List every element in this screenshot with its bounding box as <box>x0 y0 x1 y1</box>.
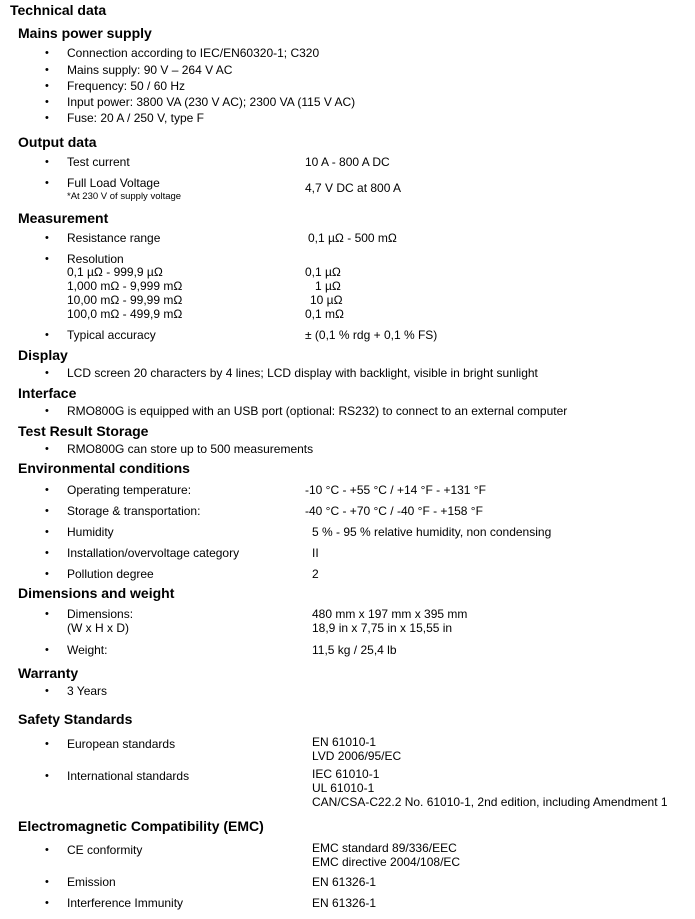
spec-value: II <box>312 546 319 560</box>
bullet: • <box>45 608 49 620</box>
section-heading-storage: Test Result Storage <box>18 423 149 439</box>
bullet: • <box>45 844 49 856</box>
spec-value: 18,9 in x 7,75 in x 15,55 in <box>312 621 453 635</box>
spec-value: 10 A - 800 A DC <box>305 155 390 169</box>
spec-label: CE conformity <box>67 843 143 857</box>
spec-value: EN 61326-1 <box>312 896 377 910</box>
bullet: • <box>45 47 49 59</box>
bullet: • <box>45 64 49 76</box>
spec-value: 4,7 V DC at 800 A <box>305 181 402 195</box>
spec-label: Humidity <box>67 525 114 539</box>
bullet: • <box>45 897 49 909</box>
list-item: RMO800G can store up to 500 measurements <box>67 442 314 456</box>
bullet: • <box>45 484 49 496</box>
spec-label: Resistance range <box>67 231 161 245</box>
spec-label: Test current <box>67 155 130 169</box>
list-item: Fuse: 20 A / 250 V, type F <box>67 111 204 125</box>
bullet: • <box>45 329 49 341</box>
spec-note: *At 230 V of supply voltage <box>67 191 182 202</box>
spec-value: UL 61010-1 <box>312 781 375 795</box>
spec-value: EN 61010-1 <box>312 735 377 749</box>
list-item: Frequency: 50 / 60 Hz <box>67 79 186 93</box>
spec-label: Full Load Voltage <box>67 176 160 190</box>
bullet: • <box>45 367 49 379</box>
spec-value: 2 <box>312 567 319 581</box>
spec-value: CAN/CSA-C22.2 No. 61010-1, 2nd edition, including Amendment 1 <box>312 795 668 809</box>
spec-value: EMC directive 2004/108/EC <box>312 855 461 869</box>
bullet: • <box>45 96 49 108</box>
spec-label: Dimensions: <box>67 607 134 621</box>
spec-value: 0,1 µΩ - 500 mΩ <box>308 231 397 245</box>
spec-label: Typical accuracy <box>67 328 156 342</box>
spec-label: Storage & transportation: <box>67 504 201 518</box>
list-item: Mains supply: 90 V – 264 V AC <box>67 63 233 77</box>
resolution-range: 100,0 mΩ - 499,9 mΩ <box>67 307 183 321</box>
spec-value: ± (0,1 % rdg + 0,1 % FS) <box>305 328 438 342</box>
section-heading-mains: Mains power supply <box>18 25 152 41</box>
spec-label: Operating temperature: <box>67 483 192 497</box>
resolution-range: 0,1 µΩ - 999,9 µΩ <box>67 265 163 279</box>
bullet: • <box>45 526 49 538</box>
bullet: • <box>45 405 49 417</box>
bullet: • <box>45 253 49 265</box>
spec-value: -10 °C - +55 °C / +14 °F - +131 °F <box>305 483 486 497</box>
spec-value: 5 % - 95 % relative humidity, non condensing <box>312 525 552 539</box>
bullet: • <box>45 112 49 124</box>
spec-value: LVD 2006/95/EC <box>312 749 402 763</box>
resolution-value: 0,1 mΩ <box>305 307 344 321</box>
bullet: • <box>45 156 49 168</box>
spec-label: European standards <box>67 737 176 751</box>
list-item: RMO800G is equipped with an USB port (optional: RS232) to connect to an external computer <box>67 404 568 418</box>
resolution-value: 0,1 µΩ <box>305 265 341 279</box>
bullet: • <box>45 80 49 92</box>
bullet: • <box>45 644 49 656</box>
section-heading-measurement: Measurement <box>18 210 109 226</box>
section-heading-output: Output data <box>18 134 97 150</box>
list-item: Input power: 3800 VA (230 V AC); 2300 VA (115 V AC) <box>67 95 356 109</box>
spec-label: Installation/overvoltage category <box>67 546 240 560</box>
bullet: • <box>45 443 49 455</box>
spec-label: Interference Immunity <box>67 896 184 910</box>
bullet: • <box>45 547 49 559</box>
resolution-value: 1 µΩ <box>315 279 341 293</box>
bullet: • <box>45 568 49 580</box>
section-heading-environment: Environmental conditions <box>18 460 190 476</box>
spec-value: EMC standard 89/336/EEC <box>312 841 457 855</box>
list-item: LCD screen 20 characters by 4 lines; LCD display with backlight, visible in bright sunlight <box>67 366 538 380</box>
section-heading-emc: Electromagnetic Compatibility (EMC) <box>18 818 264 834</box>
resolution-range: 1,000 mΩ - 9,999 mΩ <box>67 279 183 293</box>
bullet: • <box>45 177 49 189</box>
spec-value: IEC 61010-1 <box>312 767 380 781</box>
spec-label: Resolution <box>67 252 124 266</box>
bullet: • <box>45 505 49 517</box>
bullet: • <box>45 232 49 244</box>
list-item: 3 Years <box>67 684 108 698</box>
spec-label: International standards <box>67 769 190 783</box>
bullet: • <box>45 770 49 782</box>
section-heading-safety: Safety Standards <box>18 711 133 727</box>
spec-value: -40 °C - +70 °C / -40 °F - +158 °F <box>305 504 483 518</box>
section-heading-display: Display <box>18 347 68 363</box>
bullet: • <box>45 685 49 697</box>
spec-label: Emission <box>67 875 116 889</box>
spec-label: Pollution degree <box>67 567 154 581</box>
section-heading-dimensions: Dimensions and weight <box>18 585 175 601</box>
spec-sublabel: (W x H x D) <box>67 621 129 635</box>
spec-value: 11,5 kg / 25,4 lb <box>312 643 397 657</box>
section-heading-warranty: Warranty <box>18 665 79 681</box>
spec-value: 480 mm x 197 mm x 395 mm <box>312 607 468 621</box>
bullet: • <box>45 738 49 750</box>
bullet: • <box>45 876 49 888</box>
page-title: Technical data <box>10 2 107 18</box>
list-item: Connection according to IEC/EN60320-1; C320 <box>67 46 320 60</box>
resolution-range: 10,00 mΩ - 99,99 mΩ <box>67 293 183 307</box>
spec-value: EN 61326-1 <box>312 875 377 889</box>
section-heading-interface: Interface <box>18 385 77 401</box>
spec-label: Weight: <box>67 643 108 657</box>
resolution-value: 10 µΩ <box>310 293 343 307</box>
